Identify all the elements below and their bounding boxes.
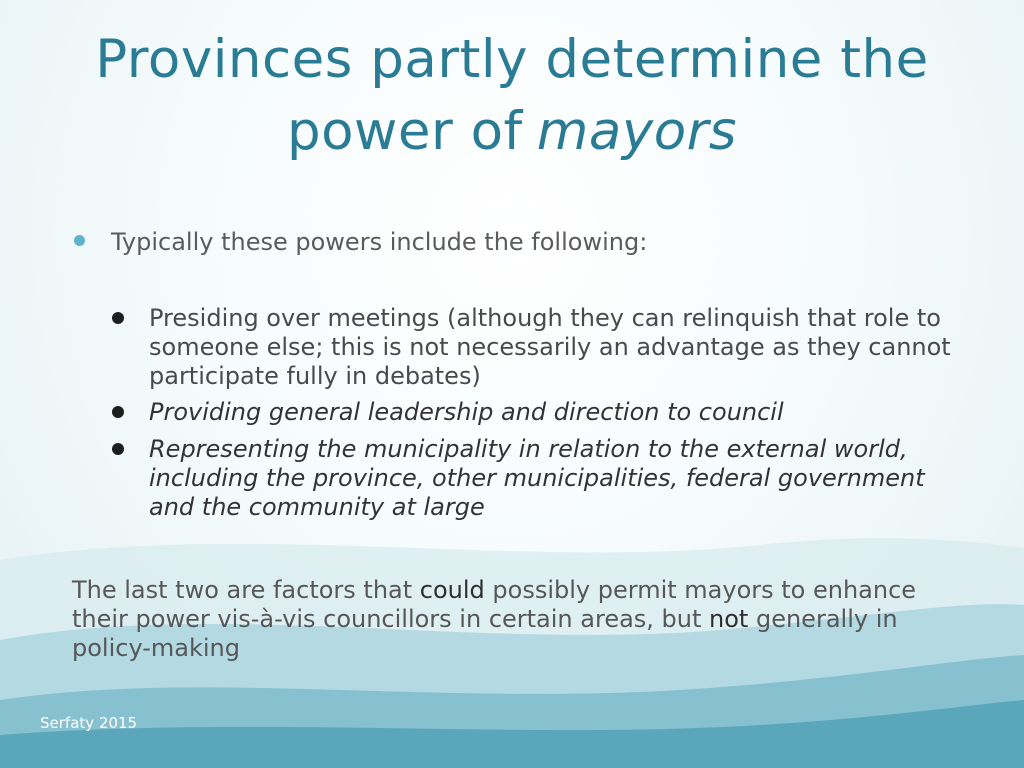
title-line-1: Provinces partly determine the bbox=[95, 29, 929, 90]
bullet-dot-icon bbox=[112, 312, 124, 324]
sub-bullet-text: Presiding over meetings (although they can relinquish that role to someone else; this is not necessarily an advantage as they cannot participate fully in debates) bbox=[149, 304, 951, 390]
conclusion-text-2: possibly permit mayors to enhance their power vis-à-vis councillors in certain areas, but bbox=[72, 576, 917, 633]
conclusion-paragraph bbox=[72, 576, 952, 663]
sub-bullet-text: Representing the municipality in relation to the external world, including the province, other municipalities, federal government and the community at large bbox=[149, 435, 925, 521]
lead-bullet bbox=[74, 224, 647, 260]
conclusion-text-1: The last two are factors that bbox=[72, 576, 420, 604]
conclusion-emphasis-could: could bbox=[419, 576, 485, 604]
slide-title bbox=[60, 24, 964, 168]
sub-bullet-text: Providing general leadership and direction to council bbox=[149, 398, 784, 426]
footer-credit: Serfaty 2015 bbox=[40, 714, 138, 732]
bullet-dot-icon bbox=[74, 235, 85, 246]
lead-bullet-text: Typically these powers include the following: bbox=[111, 228, 648, 256]
bullet-dot-icon bbox=[112, 443, 124, 455]
conclusion-text-3: generally in policy-making bbox=[72, 605, 898, 662]
sub-bullet-1 bbox=[112, 304, 952, 391]
title-line-2: power of bbox=[286, 101, 523, 162]
sub-bullet-3 bbox=[112, 435, 952, 522]
conclusion-emphasis-not: not bbox=[709, 605, 749, 633]
title-emphasis: mayors bbox=[536, 101, 738, 162]
sub-bullet-2 bbox=[112, 398, 952, 427]
bullet-dot-icon bbox=[112, 406, 124, 418]
